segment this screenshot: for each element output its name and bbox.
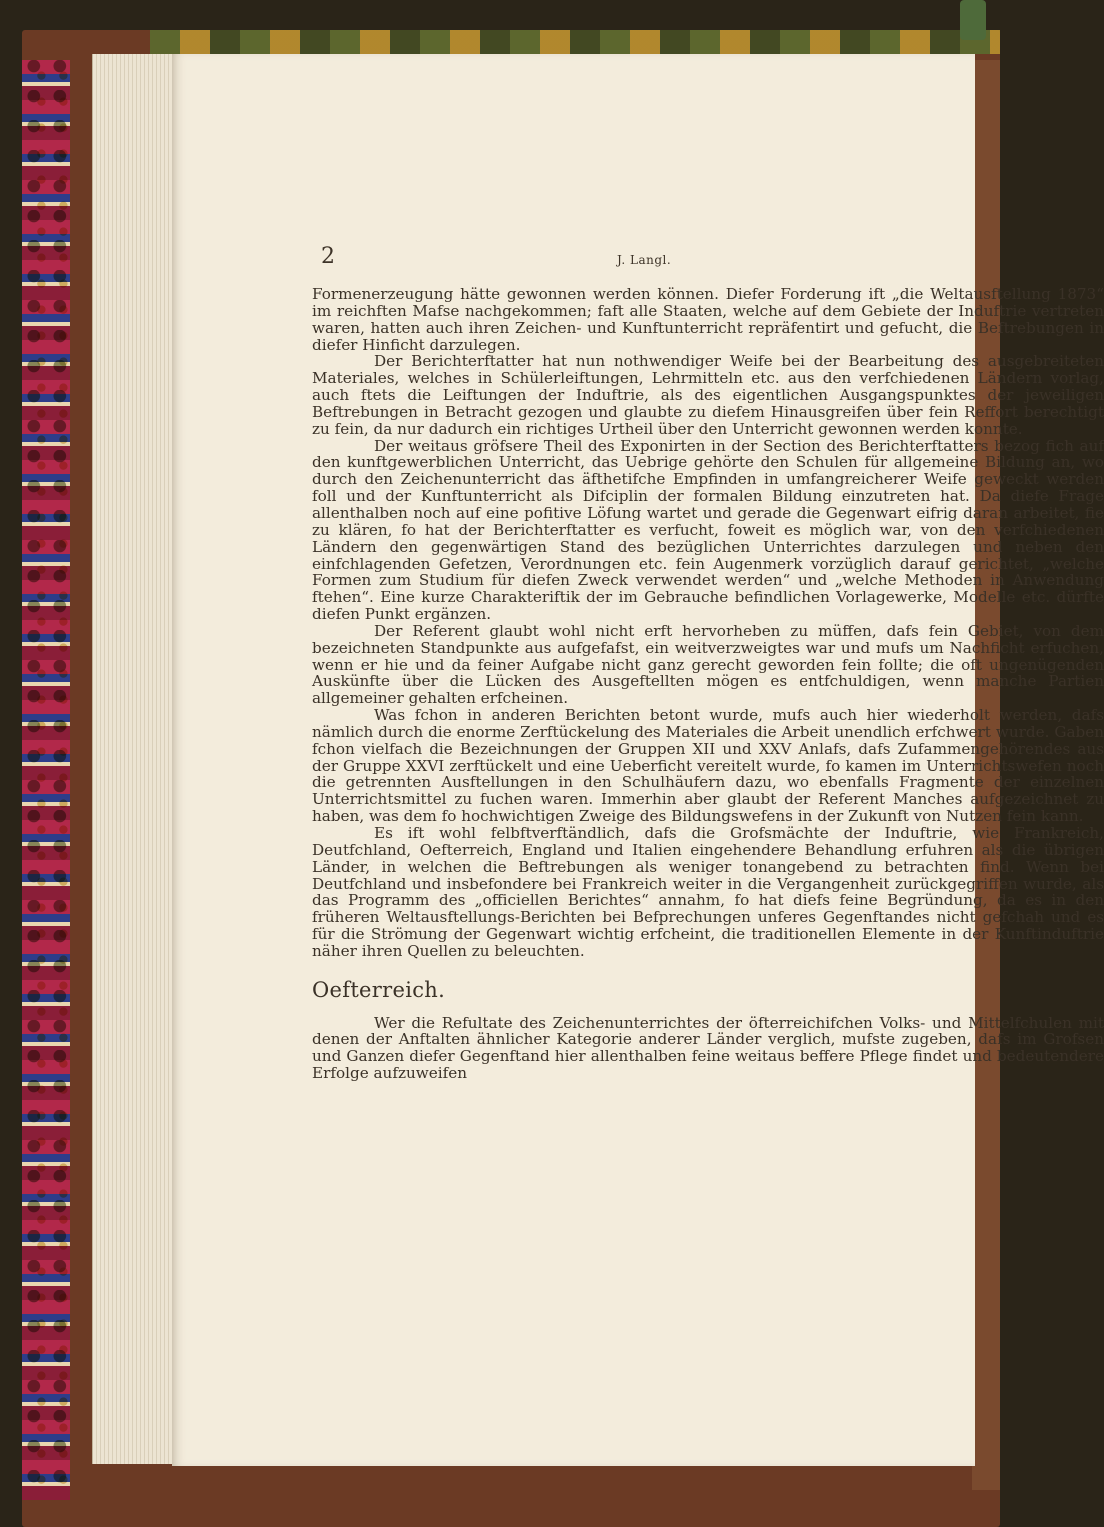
page-number: 2 — [321, 244, 335, 269]
page-header — [172, 244, 975, 274]
paragraph: Was fchon in anderen Berichten betont wurde, mufs auch hier wiederholt werden, dafs nämlich durch die enorme Zerftückelung des Materiales die Arbeit unendlich erfchwert wurde. Gaben fchon vielfach die Bezeichnungen der Gruppen XII und XXV Anlafs, dafs Zufammengehörendes aus der Gruppe XXVI zerftückelt und eine Ueberficht vereitelt wurde, fo kamen im Unterrichtswefen noch die getrennten Ausftellungen in den Schulhäufern dazu, wo ebenfalls Fragmente der einzelnen Unterrichtsmittel zu fuchen waren. Immerhin aber glaubt der Referent Manches aufgezeichnet zu haben, was dem fo hochwichtigen Zweige des Bildungswefens in der Zukunft von Nutzen fein kann. — [312, 706, 1104, 826]
page-edges — [92, 54, 177, 1464]
paragraph: Formenerzeugung hätte gewonnen werden können. Diefer Forderung ift „die Weltausftellung 1873“ im reichften Mafse nachgekommen; faft alle Staaten, welche auf dem Gebiete der Induftrie vertreten waren, hatten auch ihren Zeichen- und Kunftunterricht repräfentirt und gefucht, die Beftrebungen in diefer Hinficht darzulegen. — [312, 285, 1104, 354]
paragraph: Wer die Refultate des Zeichenunterrichtes der öfterreichifchen Volks- und Mittelfchulen mit denen der Anftalten ähnlicher Kategorie anderer Länder verglich, mufste zugeben, dafs im Grofsen und Ganzen diefer Gegenftand hier allenthalben feine weitaus beffere Pflege findet und bedeutendere Erfolge aufzuweifen — [312, 1013, 1104, 1083]
paragraph: Der weitaus gröfsere Theil des Exponirten in der Section des Berichterftatters bezog fich auf den kunftgewerblichen Unterricht, das Uebrige gehörte den Schulen für allgemeine Bildung an, wo durch den Zeichenunterricht das äfthetifche Empfinden in umfangreicherer Weife geweckt werden foll und der Kunftunterricht als Difciplin der formalen Bildung einzutreten hat. Da diefe Frage allenthalben noch auf eine pofitive Löfung wartet und gerade die Gegenwart eifrig daran arbeitet, fie zu klären, fo hat der Berichterftatter es verfucht, foweit es möglich war, von den verfchiedenen Ländern den gegenwärtigen Stand des bezüglichen Unterrichtes darzulegen und neben den einfchlagenden Gefetzen, Verordnungen etc. fein Augenmerk vorzüglich darauf gerichtet, „welche Formen zum Studium für diefen Zweck verwendet werden“ und „welche Methoden in Anwendung ftehen“. Eine kurze Charakteriftik der im Gebrauche befindlichen Vorlagewerke, Modelle etc. dürfte diefen Punkt ergänzen. — [312, 436, 1104, 624]
paragraph: Der Referent glaubt wohl nicht erft hervorheben zu müffen, dafs fein Gebiet, von dem bezeichneten Standpunkte aus aufgefafst, ein weitverzweigtes war und mufs um Nachficht erfuchen, wenn er hie und da feiner Aufgabe nicht ganz gerecht geworden fein follte; die oft ungenügenden Auskünfte über die Lücken des Ausgeftellten mögen es entfchuldigen, wenn manche Partien allgemeiner gehalten erfcheinen. — [312, 621, 1104, 708]
cover-top-band — [150, 30, 1000, 54]
body-text — [312, 286, 1104, 1082]
bookmark-ribbon — [960, 0, 986, 40]
marbled-endpaper-pattern — [26, 60, 70, 1500]
section-heading: Oefterreich. — [312, 977, 446, 1002]
book-page — [172, 54, 1104, 1466]
paragraph: Es ift wohl felbftverftändlich, dafs die Grofsmächte der Induftrie, wie Frankreich, Deutfchland, Oefterreich, England und Italien eingehendere Behandlung erfuhren als die übrigen Länder, in welchen die Beftrebungen als weniger tonangebend zu betrachten find. Wenn bei Deutfchland und insbefondere bei Frankreich weiter in die Vergangenheit zurückgegriffen wurde, als das Programm des „officiellen Berichtes“ annahm, fo hat diefs feine Begründung, da es in den früheren Weltausftellungs-Berichten bei Befprechungen unferes Gegenftandes nicht gefchah und es für die Strömung der Gegenwart wichtig erfcheint, die traditionellen Elemente in der Kunftinduftrie näher ihren Quellen zu beleuchten. — [312, 824, 1104, 960]
paragraph: Der Berichterftatter hat nun nothwendiger Weife bei der Bearbeitung des ausgebreiteten Materiales, welches in Schülerleiftungen, Lehrmitteln etc. aus den verfchiedenen Ländern vorlag, auch ftets die Leiftungen der Induftrie, als des eigentlichen Ausgangspunktes der jeweiligen Beftrebungen in Betracht gezogen und glaubte zu diefem Hinausgreifen über fein Reffort berechtigt zu fein, da nur dadurch ein richtiges Urtheil über den Unterricht gewonnen werden konnte. — [312, 352, 1104, 438]
running-title: J. Langl. — [617, 253, 672, 267]
